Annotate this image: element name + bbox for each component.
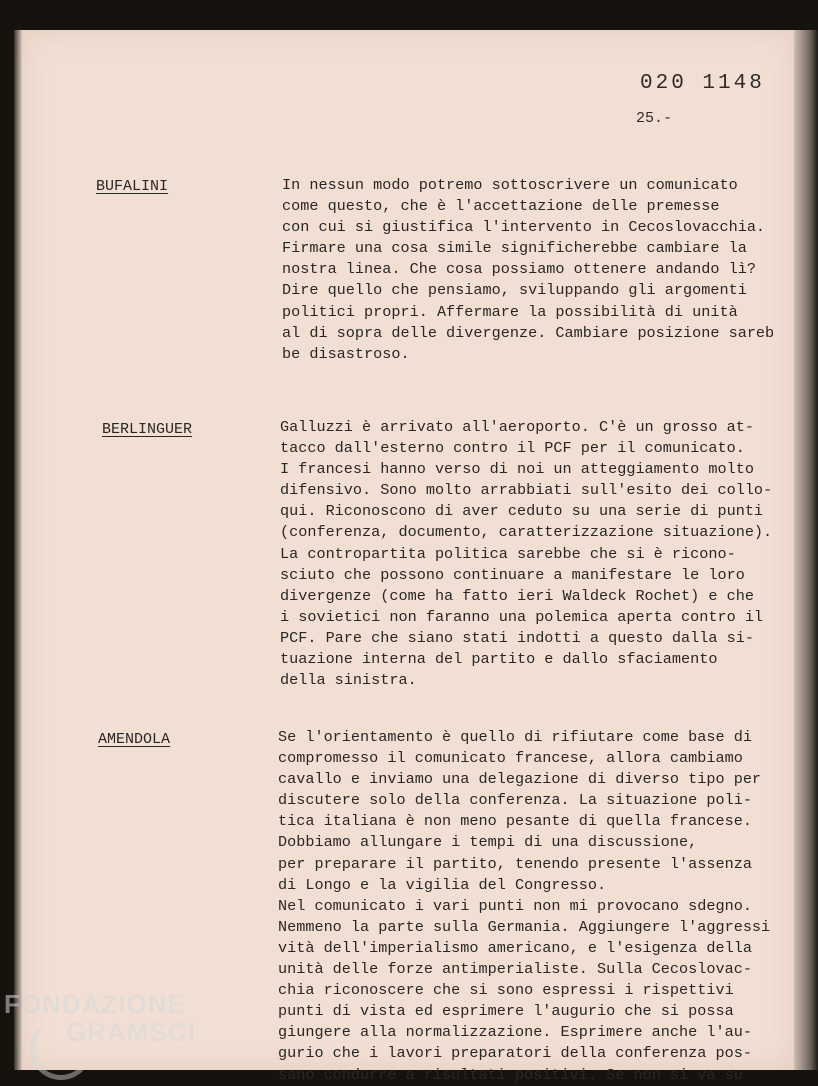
speech-line: (conferenza, documento, caratterizzazione situazione). [280, 523, 773, 542]
speech-line: sciuto che possono continuare a manifestare le loro [280, 565, 745, 584]
archive-stamp-number: 020 1148 [640, 72, 765, 95]
speech-line: discutere solo della conferenza. La situazione poli- [278, 791, 752, 810]
speech-amendola [278, 727, 770, 1086]
speech-line: della sinistra. [280, 671, 417, 690]
speech-line: Se l'orientamento è quello di rifiutare come base di [278, 728, 752, 746]
speech-bufalini [282, 175, 774, 365]
page-right-edge [794, 30, 818, 1070]
speech-line: I francesi hanno verso di noi un atteggiamento molto [280, 460, 754, 479]
speech-line: Firmare una cosa simile significherebbe cambiare la [282, 239, 747, 258]
speech-line: punti di vista ed esprimere l'augurio che si possa [278, 1002, 734, 1021]
speech-line: al di sopra delle divergenze. Cambiare posizione sareb [282, 323, 775, 342]
speech-line: sano condurre a risultati positivi. Se non si va su [278, 1065, 743, 1084]
speech-line: gurio che i lavori preparatori della conferenza pos- [278, 1044, 752, 1063]
speech-line: La contropartita politica sarebbe che si è ricono- [280, 544, 736, 563]
speech-line: i sovietici non faranno una polemica aperta contro il [280, 607, 764, 626]
speech-line: difensivo. Sono molto arrabbiati sull'esito dei collo- [280, 481, 773, 500]
speech-line: unità delle forze antimperialiste. Sulla Cecoslovac- [278, 960, 752, 979]
speech-line: In nessun modo potremo sottoscrivere un comunicato [282, 176, 738, 194]
speech-line: come questo, che è l'accettazione delle premesse [282, 197, 720, 216]
speech-line: Galluzzi è arrivato all'aeroporto. C'è un grosso at- [280, 418, 754, 436]
speaker-amendola: AMENDOLA [98, 731, 171, 748]
speech-line: qui. Riconoscono di aver ceduto su una serie di punti [280, 502, 764, 521]
speech-line: per preparare il partito, tenendo presente l'assenza [278, 854, 752, 873]
speaker-bufalini: BUFALINI [96, 178, 169, 195]
speech-line: Dire quello che pensiamo, sviluppando gli argomenti [282, 281, 747, 300]
speech-line: vità dell'imperialismo americano, e l'esigenza della [278, 938, 752, 957]
speech-line: tica italiana è non meno pesante di quella francese. [278, 812, 752, 831]
speech-line: nostra linea. Che cosa possiamo ottenere andando lì? [282, 260, 756, 279]
speech-line: be disastroso. [282, 344, 410, 363]
speaker-berlinguer: BERLINGUER [102, 421, 193, 438]
speech-line: giungere alla normalizzazione. Esprimere anche l'au- [278, 1023, 752, 1042]
speech-line: Nemmeno la parte sulla Germania. Aggiungere l'aggressi [278, 917, 771, 936]
speech-line: chia riconoscere che si sono espressi i rispettivi [278, 981, 734, 1000]
speech-berlinguer [280, 417, 772, 691]
watermark-fondazione-gramsci [4, 990, 196, 1046]
watermark-line-1: FONDAZIONE [4, 989, 186, 1019]
speech-line: Dobbiamo allungare i tempi di una discussione, [278, 833, 698, 852]
speech-line: tacco dall'esterno contro il PCF per il comunicato. [280, 439, 745, 458]
speech-line: Nel comunicato i vari punti non mi provocano sdegno. [278, 896, 752, 915]
page-left-edge [14, 30, 22, 1070]
speech-line: di Longo e la vigilia del Congresso. [278, 875, 607, 894]
page-number: 25.- [636, 110, 673, 127]
speech-line: tuazione interna del partito e dallo sfaciamento [280, 650, 718, 669]
speech-line: compromesso il comunicato francese, allora cambiamo [278, 749, 743, 768]
speech-line: divergenze (come ha fatto ieri Waldeck Rochet) e che [280, 586, 754, 605]
speech-line: PCF. Pare che siano stati indotti a questo dalla si- [280, 628, 754, 647]
watermark-line-2: GRAMSCI [66, 1017, 196, 1047]
speech-line: politici propri. Affermare la possibilità di unità [282, 302, 738, 321]
speech-line: cavallo e inviamo una delegazione di diverso tipo per [278, 770, 762, 789]
speech-line: con cui si giustifica l'intervento in Cecoslovacchia. [282, 218, 766, 237]
